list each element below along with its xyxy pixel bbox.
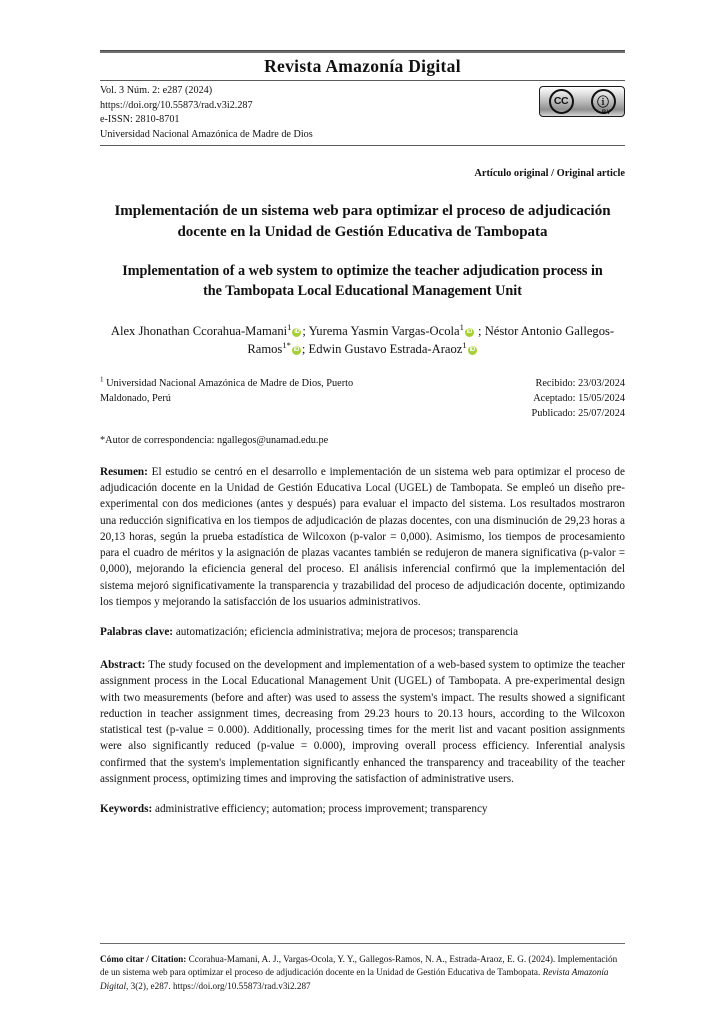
author-separator: ;: [474, 323, 485, 338]
masthead: [100, 50, 625, 146]
author-entry: [308, 321, 485, 338]
creative-commons-by-badge-icon[interactable]: [539, 86, 625, 117]
how-to-cite: [100, 953, 625, 994]
citation-part-one: Ccorahua-Mamani, A. J., Vargas-Ocola, Y. Y., Gallegos-Ramos, N. A., Estrada-Araoz, E. G. (2024). Implementación de un sistema web para optimizar el proceso de adjudicación docente en la Unidad de Gestión Educativa de Tambopata.: [100, 953, 618, 978]
keywords-english-label: Keywords:: [100, 803, 153, 816]
orcid-icon[interactable]: iD: [293, 346, 299, 353]
abstract-english: [100, 657, 625, 787]
author-entry: [110, 321, 309, 338]
citation-journal-name: Revista Amazonía Digital: [100, 967, 609, 992]
affiliation-marker: 1: [100, 375, 104, 384]
author-name[interactable]: Edwin Gustavo Estrada-Araoz: [308, 341, 463, 356]
abstract-spanish: [100, 464, 625, 610]
affiliation-institution: Universidad Nacional Amazónica de Madre de Dios, Puerto Maldonado, Perú: [100, 378, 354, 405]
keywords-english-body: administrative efficiency; automation; process improvement; transparency: [152, 803, 488, 816]
citation-part-two: , 3(2), e287. https://doi.org/10.55873/rad.v3i2.287: [126, 981, 311, 992]
author-separator: ;: [301, 341, 309, 356]
author-list: [100, 322, 625, 359]
masthead-issn-line: e-ISSN: 2810-8701: [100, 114, 180, 126]
citation-label: Cómo citar / Citation:: [100, 953, 187, 964]
author-affiliation-marker: 1: [459, 321, 464, 332]
page-title-english: Implementation of a web system to optimize the teacher adjudication process in the Tambopata Local Educational Management Unit: [122, 263, 603, 300]
publication-dates: [531, 377, 625, 422]
footer-rule: [100, 943, 625, 944]
keywords-spanish: [100, 624, 625, 640]
orcid-icon[interactable]: iD: [294, 328, 300, 335]
masthead-body: [100, 81, 625, 145]
page-title-spanish: Implementación de un sistema web para optimizar el proceso de adjudicación docente en la Unidad de Gestión Educativa de Tambopata: [114, 203, 611, 240]
abstract-spanish-body: El estudio se centró en el desarrollo e implementación de un sistema web para optimizar el proceso de adjudicación docente en la Unidad de Gestión Educativa Local (UGEL) de Tambopata. Se empleó un diseño pre-experimental con dos mediciones (antes y después) para evaluar el impacto del sistema. Los resultados mostraron una reducción significativa en los tiempos de adjudicación de plazas docentes, con una disminución de 29,23 horas a 20,13 horas, según la prueba estadística de Wilcoxon (p-valor = 0,000). Asimismo, los tiempos de procesamiento para el cuadro de méritos y la asignación de plazas vacantes también se redujeron de manera significativa (p-valor = 0,000), mejorando la eficiencia general del proceso. El análisis inferencial confirmó que la implementación del sistema mejoró significativamente la transparencia y trazabilidad del proceso de adjudicación docente, optimizando los tiempos y mejorando la satisfacción de los usuarios administrativos.: [100, 465, 625, 608]
author-name[interactable]: Néstor Antonio Gallegos-Ramos: [247, 323, 615, 356]
date-received: Recibido: 23/03/2024: [535, 378, 625, 390]
keywords-spanish-label: Palabras clave:: [100, 626, 174, 638]
affiliation-and-dates: [100, 377, 625, 422]
document-page: [100, 0, 625, 1024]
masthead-doi-line[interactable]: https://doi.org/10.55873/rad.v3i2.287: [100, 99, 253, 111]
keywords-spanish-body: automatización; eficiencia administrativa; mejora de procesos; transparencia: [173, 626, 519, 638]
author-name[interactable]: Yurema Yasmin Vargas-Ocola: [308, 323, 460, 338]
cc-by-label: BY: [601, 110, 611, 117]
orcid-icon[interactable]: iD: [466, 328, 472, 335]
masthead-info-lines: [100, 84, 313, 142]
cc-circle-icon: CC: [549, 89, 574, 114]
article-type-label: Artículo original / Original article: [474, 168, 625, 180]
masthead-volume-line: Vol. 3 Núm. 2: e287 (2024): [100, 85, 213, 97]
abstract-english-label: Abstract:: [100, 659, 146, 672]
keywords-english: [100, 801, 625, 817]
date-accepted: Aceptado: 15/05/2024: [533, 393, 625, 405]
author-entry: [308, 339, 478, 356]
date-published: Publicado: 25/07/2024: [531, 407, 625, 419]
author-separator: ;: [302, 323, 309, 338]
abstract-english-body: The study focused on the development and implementation of a web-based system to optimize the teacher assignment process in the Local Educational Management Unit (UGEL) of Tambopata. A pre-experimental design with two measurements (before and after) was used to assess the system's impact. The results showed a significant reduction in teacher assignment times, decreasing from 29.23 hours to 20.13 hours, according to the Wilcoxon statistical test (p-value = 0.000). Additionally, processing times for the merit list and vacant position assignments were also significantly reduced (p-value = 0.000), improving overall process efficiency. Inferential analysis confirmed that the system's implementation significantly enhanced the transparency and traceability of the teacher assignment process, optimizing times and improving the satisfaction of administrative users.: [100, 659, 625, 785]
corresponding-author-note[interactable]: *Autor de correspondencia: ngallegos@unamad.edu.pe: [100, 434, 329, 446]
abstract-spanish-label: Resumen:: [100, 465, 148, 478]
masthead-publisher-line: Universidad Nacional Amazónica de Madre de Dios: [100, 128, 313, 140]
author-affiliation-marker: 1: [462, 339, 467, 350]
citation-footer: [100, 943, 625, 994]
masthead-bottom-rule: [100, 145, 625, 146]
journal-title: Revista Amazonía Digital: [264, 56, 461, 76]
author-affiliation-marker: 1: [287, 321, 292, 332]
orcid-icon[interactable]: iD: [469, 346, 475, 353]
affiliation-text: [100, 377, 400, 407]
author-name[interactable]: Alex Jhonathan Ccorahua-Mamani: [110, 323, 288, 338]
attribution-person-icon: ⓘ: [591, 89, 616, 114]
author-affiliation-marker: 1*: [282, 339, 291, 350]
